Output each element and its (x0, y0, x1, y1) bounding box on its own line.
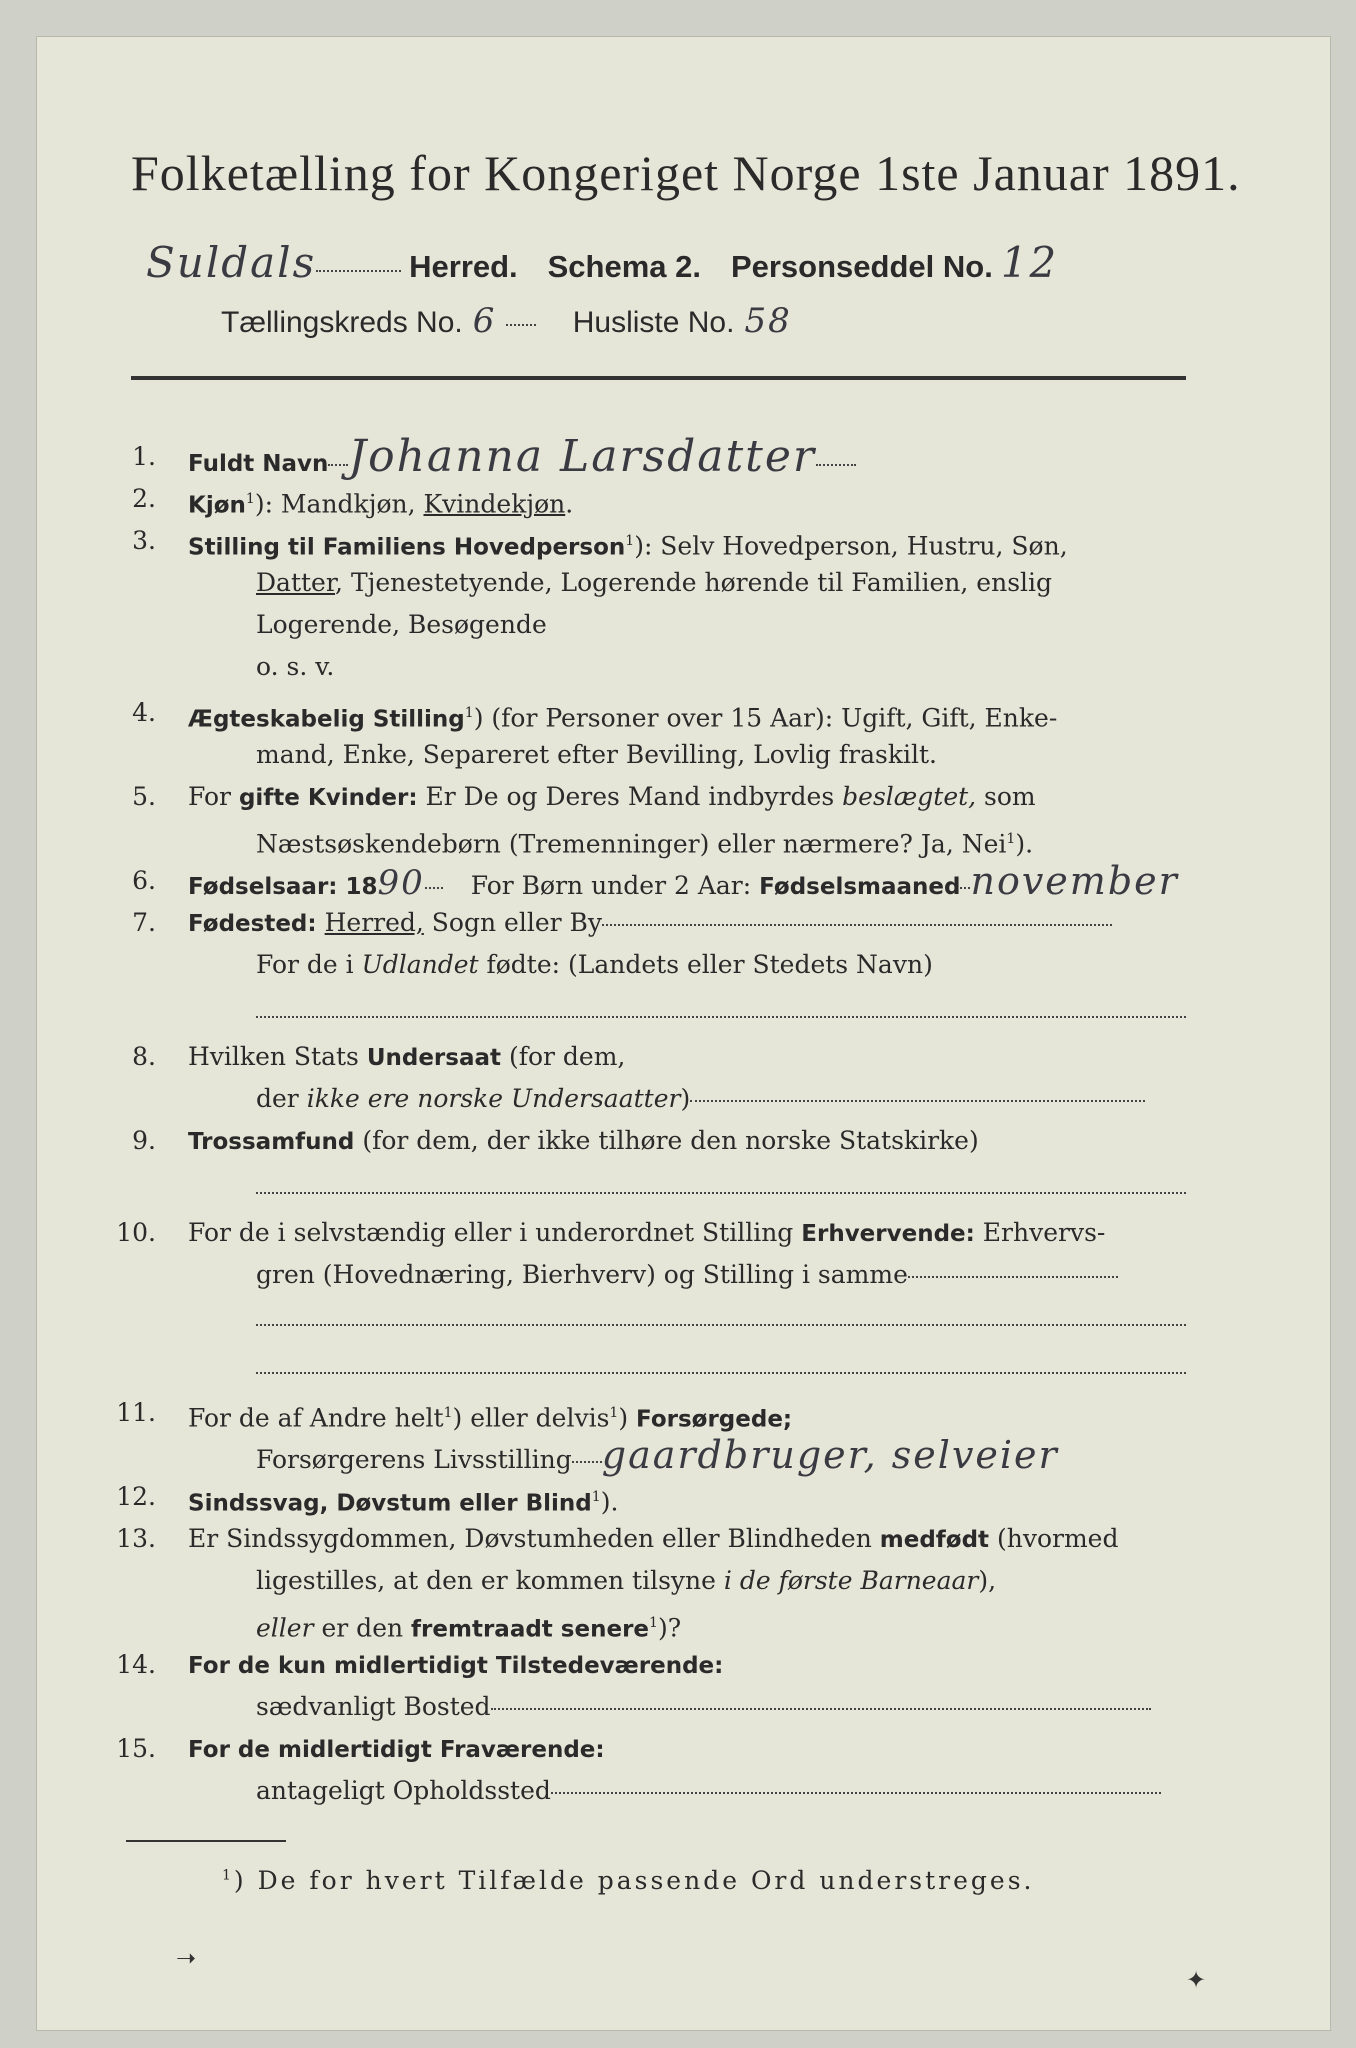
q3-number: 3. (132, 526, 156, 555)
footnote-rule (126, 1840, 286, 1842)
provider-occupation-value: gaardbruger, selveier (601, 1433, 1059, 1477)
personseddel-label: Personseddel No. (730, 249, 993, 284)
q1-row (188, 431, 856, 482)
q15-row: For de midlertidigt Fraværende: (188, 1737, 605, 1763)
birthplace-selected: Herred, (324, 908, 424, 937)
q4-label: Ægteskabelig Stilling (188, 706, 465, 733)
q1-number: 1. (132, 442, 156, 471)
q3-label: Stilling til Familiens Hovedperson (188, 534, 626, 561)
q10-number: 10. (116, 1218, 156, 1247)
birth-month-value: november (970, 859, 1179, 903)
q7-row: Fødested: Herred, Sogn eller By (188, 906, 1112, 941)
kreds-label: Tællingskreds No. (221, 306, 463, 339)
q12-number: 12. (116, 1482, 156, 1511)
q4-line2: mand, Enke, Separeret efter Bevilling, Lovlig fraskilt. (256, 740, 937, 769)
full-name-value: Johanna Larsdatter (348, 431, 816, 482)
birth-year-value: 90 (377, 863, 425, 903)
q9-row: Trossamfund (for dem, der ikke tilhøre den norske Statskirke) (188, 1126, 979, 1155)
husliste-label: Husliste No. (572, 306, 735, 339)
pen-stroke-mark: ✦ (1186, 1966, 1207, 1994)
q3-line2: Datter, Tjenestetyende, Logerende hørende til Familien, enslig (256, 568, 1053, 597)
q13-row: Er Sindssygdommen, Døvstumheden eller Blindheden medfødt (hvormed (188, 1524, 1119, 1553)
q5-line2: Næstsøskendebørn (Tremenninger) eller nærmere? Ja, Nei$^1$). (256, 829, 1034, 859)
q2-row: Kjøn$^1$): Mandkjøn, Kvindekjøn. (188, 489, 574, 519)
herred-row (146, 238, 1059, 287)
q5-row: For gifte Kvinder: Er De og Deres Mand indbyrdes beslægtet, som (188, 782, 1036, 811)
q4-number: 4. (132, 698, 156, 727)
q7-line2: For de i Udlandet fødte: (Landets eller Stedets Navn) (256, 950, 933, 979)
husliste-value: 58 (744, 301, 792, 341)
personseddel-value: 12 (1000, 238, 1059, 287)
schema-label: Schema 2. (547, 249, 701, 284)
q10-row: For de i selvstændig eller i underordnet Stilling Erhvervende: Erhvervs- (188, 1218, 1106, 1247)
footnote: $^1$) De for hvert Tilfælde passende Ord understreges. (222, 1866, 1035, 1895)
form-title: Folketælling for Kongeriget Norge 1ste Januar 1891. (131, 145, 1241, 201)
q4-row: Ægteskabelig Stilling$^1$) (for Personer over 15 Aar): Ugift, Gift, Enke- (188, 703, 1058, 733)
q11-line2: Forsørgerens Livsstilling gaardbruger, selveier (256, 1433, 1059, 1477)
q15-line2: antageligt Opholdssted (256, 1774, 1161, 1808)
q5-number: 5. (132, 782, 156, 811)
q10-blank-1 (256, 1306, 1186, 1340)
q11-row: For de af Andre helt$^1$) eller delvis$^1$) Forsørgede; (188, 1403, 793, 1433)
q13-line3: eller er den fremtraadt senere$^1$)? (256, 1613, 682, 1643)
q10-blank-2 (256, 1354, 1186, 1388)
header-rule (131, 376, 1186, 380)
q9-number: 9. (132, 1126, 156, 1155)
q11-number: 11. (116, 1398, 156, 1427)
census-form (36, 36, 1331, 2031)
q1-label: Fuldt Navn (188, 451, 329, 477)
q2-number: 2. (132, 484, 156, 513)
q2-label: Kjøn (188, 492, 246, 519)
relation-selected: Datter (256, 568, 336, 597)
q14-line2: sædvanligt Bosted (256, 1690, 1151, 1724)
q14-number: 14. (116, 1650, 156, 1679)
q6-row: Fødselsaar: 1890 For Børn under 2 Aar: Fødselsmaaned november (188, 859, 1179, 903)
q6-number: 6. (132, 866, 156, 895)
q7-number: 7. (132, 908, 156, 937)
kreds-value: 6 (472, 301, 497, 341)
q9-blank (256, 1174, 1186, 1208)
q12-row: Sindssvag, Døvstum eller Blind$^1$). (188, 1487, 619, 1517)
q15-number: 15. (116, 1734, 156, 1763)
q3-row: Stilling til Familiens Hovedperson$^1$): Selv Hovedperson, Hustru, Søn, (188, 531, 1068, 561)
q10-line2: gren (Hovednæring, Bierhverv) og Stilling i samme (256, 1258, 1118, 1292)
gender-selected: Kvindekjøn (423, 489, 566, 519)
q8-number: 8. (132, 1042, 156, 1071)
q7-blank (256, 998, 1186, 1032)
q8-row: Hvilken Stats Undersaat (for dem, (188, 1042, 626, 1071)
q8-line2: der ikke ere norske Undersaatter) (256, 1082, 1145, 1116)
herred-label: Herred. (409, 249, 518, 284)
kreds-row (221, 301, 792, 341)
q13-line2: ligestilles, at den er kommen tilsyne i de første Barneaar), (256, 1566, 997, 1595)
q3-line4: o. s. v. (256, 652, 335, 681)
q14-row: For de kun midlertidigt Tilstedeværende: (188, 1653, 724, 1679)
q3-line3: Logerende, Besøgende (256, 610, 547, 639)
q13-number: 13. (116, 1524, 156, 1553)
pen-stroke-mark: ➝ (176, 1944, 197, 1972)
herred-value: Suldals (146, 238, 317, 287)
